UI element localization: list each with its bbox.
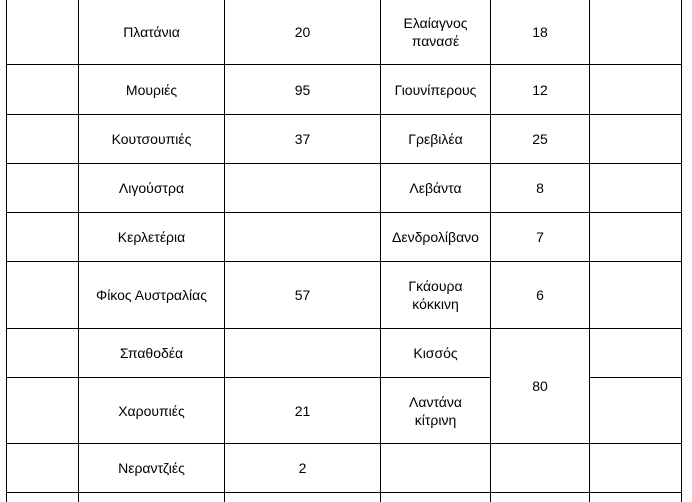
tree-count-cell: 2 [225, 444, 381, 493]
table-row [7, 164, 682, 213]
blank-cell [7, 378, 79, 444]
table-row [7, 213, 682, 262]
tree-count-cell: 18 [491, 0, 590, 65]
tree-name-cell: Νεραντζιές [79, 444, 225, 493]
tree-count-cell: 12 [491, 65, 590, 115]
blank-cell [590, 0, 682, 65]
tree-count-cell: 7 [491, 213, 590, 262]
blank-cell [7, 164, 79, 213]
tree-count-cell [225, 329, 381, 378]
table-row [7, 329, 682, 378]
tree-count-cell: 57 [225, 262, 381, 329]
tree-name-cell [381, 444, 491, 493]
tree-name-cell: Λαντάνα κίτρινη [381, 378, 491, 444]
blank-cell [590, 164, 682, 213]
table-row [7, 65, 682, 115]
tree-name-cell: Μουριές [79, 65, 225, 115]
tree-name-cell: Γρεβιλέα [381, 115, 491, 164]
blank-cell [7, 213, 79, 262]
tree-count-cell: 95 [225, 65, 381, 115]
blank-cell [79, 493, 225, 502]
tree-name-cell: Λιγούστρα [79, 164, 225, 213]
tree-count-cell [225, 164, 381, 213]
blank-cell [491, 493, 590, 502]
blank-cell [7, 262, 79, 329]
tree-name-cell: Κισσός [381, 329, 491, 378]
tree-name-cell: Χαρουπιές [79, 378, 225, 444]
blank-cell [590, 493, 682, 502]
blank-cell [590, 213, 682, 262]
blank-cell [7, 329, 79, 378]
blank-cell [225, 493, 381, 502]
tree-count-cell: 6 [491, 262, 590, 329]
tree-count-cell [491, 444, 590, 493]
tree-count-cell [225, 213, 381, 262]
tree-count-cell: 21 [225, 378, 381, 444]
blank-cell [590, 444, 682, 493]
blank-cell [590, 65, 682, 115]
table-row [7, 0, 682, 65]
tree-count-cell: 37 [225, 115, 381, 164]
blank-cell [7, 65, 79, 115]
blank-cell [7, 115, 79, 164]
table-row [7, 115, 682, 164]
tree-name-cell: Ελαίαγνος πανασέ [381, 0, 491, 65]
tree-name-cell: Γιουνίπερους [381, 65, 491, 115]
blank-cell [590, 329, 682, 378]
tree-name-cell: Γκάουρα κόκκινη [381, 262, 491, 329]
tree-inventory-table [6, 0, 682, 502]
blank-cell [590, 115, 682, 164]
blank-cell [7, 493, 79, 502]
table-row [7, 444, 682, 493]
tree-name-cell: Φίκος Αυστραλίας [79, 262, 225, 329]
blank-cell [7, 444, 79, 493]
blank-cell [590, 262, 682, 329]
tree-name-cell: Κερλετέρια [79, 213, 225, 262]
tree-count-cell: 20 [225, 0, 381, 65]
tree-name-cell: Πλατάνια [79, 0, 225, 65]
tree-name-cell: Σπαθοδέα [79, 329, 225, 378]
table-row [7, 262, 682, 329]
tree-count-cell: 25 [491, 115, 590, 164]
tree-name-cell: Κουτσουπιές [79, 115, 225, 164]
table-row [7, 493, 682, 502]
tree-count-cell: 80 [491, 329, 590, 444]
tree-name-cell: Λεβάντα [381, 164, 491, 213]
tree-name-cell: Δενδρολίβανο [381, 213, 491, 262]
blank-cell [590, 378, 682, 444]
blank-cell [7, 0, 79, 65]
tree-count-cell: 8 [491, 164, 590, 213]
blank-cell [381, 493, 491, 502]
